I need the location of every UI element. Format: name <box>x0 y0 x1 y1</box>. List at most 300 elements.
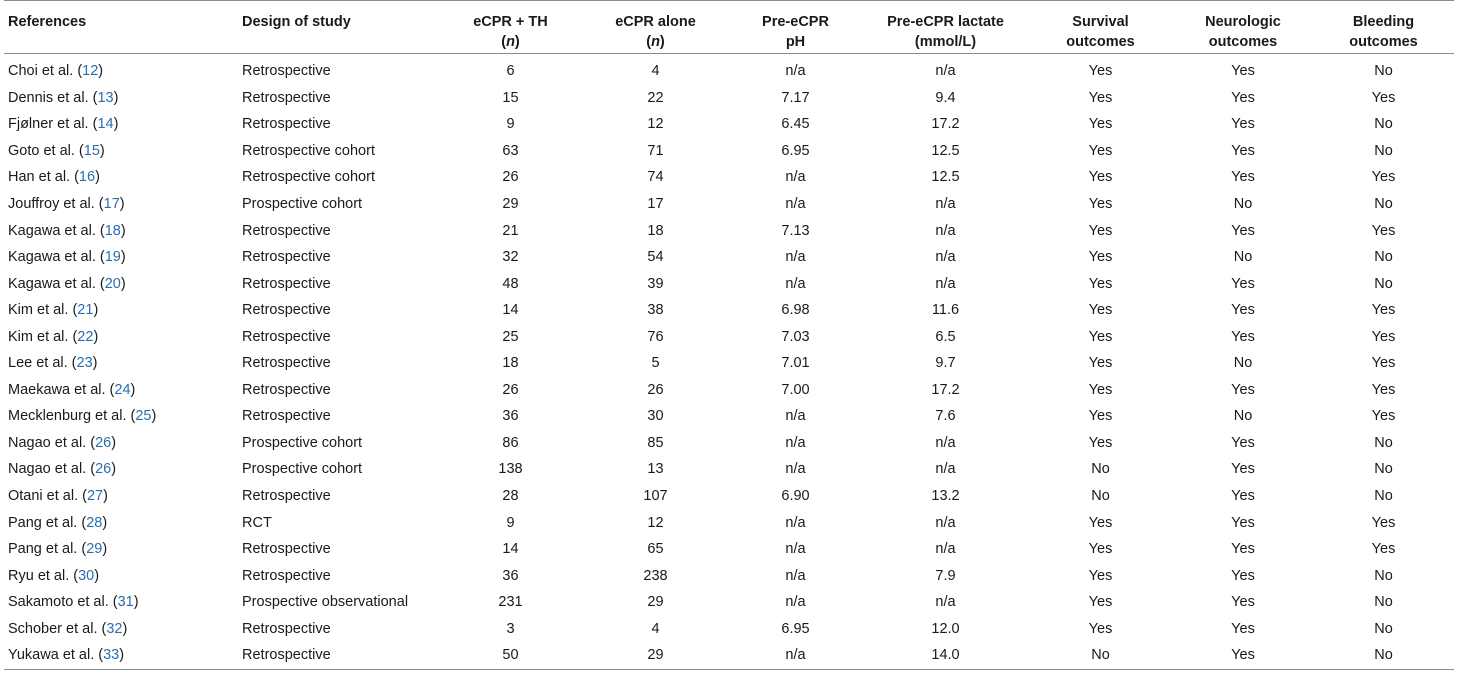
reference-author: Kagawa et al. ( <box>8 222 105 239</box>
survival-cell: Yes <box>1088 620 1113 637</box>
ph-cell: 6.95 <box>781 620 810 637</box>
reference-author: Kagawa et al. ( <box>8 275 105 292</box>
reference-author: Han et al. ( <box>8 169 79 186</box>
ecpr-th-cell: 138 <box>498 461 523 478</box>
ecpr-th-cell: 9 <box>506 514 515 531</box>
table-body <box>4 54 1454 670</box>
reference-close: ) <box>151 408 157 425</box>
neurologic-cell: Yes <box>1231 647 1255 664</box>
design-cell: Retrospective <box>242 408 331 425</box>
ecpr-th-cell: 26 <box>502 381 519 398</box>
survival-cell: Yes <box>1088 275 1113 292</box>
reference-author: Schober et al. ( <box>8 620 107 637</box>
ecpr-th-cell: 48 <box>502 275 519 292</box>
table-row <box>4 270 1454 297</box>
lactate-cell: 12.5 <box>931 169 960 186</box>
reference-cell <box>4 111 238 138</box>
survival-cell: Yes <box>1088 249 1113 266</box>
table-row <box>4 297 1454 324</box>
ecpr-th-cell: 50 <box>502 647 519 664</box>
neurologic-cell: No <box>1233 249 1253 266</box>
reference-link[interactable]: 23 <box>76 355 93 372</box>
design-cell: RCT <box>242 514 272 531</box>
ph-cell: n/a <box>785 461 806 478</box>
table-row <box>4 217 1454 244</box>
reference-close: ) <box>98 63 104 80</box>
survival-cell: Yes <box>1088 302 1113 319</box>
table-row <box>4 191 1454 218</box>
lactate-cell: 11.6 <box>931 302 960 319</box>
ecpr-alone-cell: 29 <box>647 647 664 664</box>
ecpr-alone-cell: 30 <box>647 408 664 425</box>
reference-close: ) <box>133 594 139 611</box>
reference-author: Jouffroy et al. ( <box>8 196 104 212</box>
neurologic-cell: Yes <box>1231 63 1255 80</box>
reference-cell <box>4 54 238 85</box>
ecpr-th-cell: 6 <box>506 63 515 80</box>
reference-author: Kim et al. ( <box>8 302 78 319</box>
survival-cell: Yes <box>1088 222 1113 239</box>
reference-close: ) <box>120 275 126 292</box>
neurologic-cell: Yes <box>1231 302 1255 319</box>
neurologic-cell: Yes <box>1231 275 1255 292</box>
ecpr-alone-cell: 22 <box>647 89 664 106</box>
table-row <box>4 323 1454 350</box>
ph-cell: 7.03 <box>781 328 810 345</box>
header-ecpr-th-n: n <box>506 34 515 50</box>
header-pre-ecpr-lactate: Pre-eCPR lactate (mmol/L) <box>887 14 1004 50</box>
reference-cell <box>4 138 238 165</box>
reference-link[interactable]: 15 <box>83 142 100 159</box>
bleeding-cell: Yes <box>1371 302 1396 319</box>
neurologic-cell: Yes <box>1231 461 1255 478</box>
reference-cell <box>4 403 238 430</box>
reference-author: Kim et al. ( <box>8 328 78 345</box>
ecpr-th-cell: 26 <box>502 169 519 186</box>
reference-link[interactable]: 22 <box>77 328 94 345</box>
reference-author: Mecklenburg et al. ( <box>8 408 136 425</box>
reference-link[interactable]: 28 <box>86 514 103 531</box>
design-cell: Retrospective <box>242 302 331 319</box>
design-cell: Retrospective <box>242 488 331 505</box>
reference-close: ) <box>130 381 136 398</box>
design-cell: Retrospective <box>242 222 331 239</box>
ph-cell: n/a <box>785 434 806 451</box>
reference-author: Fjølner et al. ( <box>8 116 98 133</box>
ecpr-alone-cell: 17 <box>647 196 664 212</box>
ph-cell: n/a <box>785 647 806 664</box>
reference-author: Lee et al. ( <box>8 355 77 372</box>
ecpr-alone-cell: 4 <box>651 63 660 80</box>
reference-cell <box>4 642 238 669</box>
neurologic-cell: Yes <box>1231 169 1255 186</box>
reference-link[interactable]: 31 <box>117 594 134 611</box>
lactate-cell: n/a <box>935 514 956 531</box>
reference-link[interactable]: 27 <box>86 488 104 505</box>
reference-cell <box>4 191 238 218</box>
ecpr-th-cell: 14 <box>502 541 519 558</box>
ecpr-alone-cell: 65 <box>647 541 664 558</box>
header-ecpr-alone: eCPR alone (n) <box>615 14 696 50</box>
neurologic-cell: No <box>1233 196 1253 212</box>
survival-cell: Yes <box>1088 567 1113 584</box>
reference-cell <box>4 430 238 457</box>
ph-cell: 7.00 <box>781 381 810 398</box>
reference-cell <box>4 509 238 536</box>
reference-author: Otani et al. ( <box>8 488 87 505</box>
reference-author: Pang et al. ( <box>8 514 87 531</box>
ph-cell: n/a <box>785 594 806 611</box>
reference-close: ) <box>95 169 100 186</box>
bleeding-cell: Yes <box>1371 381 1396 398</box>
ecpr-alone-cell: 38 <box>647 302 664 319</box>
table-row <box>4 483 1454 510</box>
survival-cell: Yes <box>1088 408 1113 425</box>
table-header <box>4 1 1454 54</box>
neurologic-cell: Yes <box>1231 89 1255 106</box>
survival-cell: Yes <box>1088 89 1113 106</box>
ph-cell: n/a <box>785 567 806 584</box>
reference-link[interactable]: 33 <box>103 647 120 664</box>
reference-cell <box>4 270 238 297</box>
bleeding-cell: No <box>1374 647 1393 664</box>
ecpr-alone-cell: 12 <box>647 116 664 133</box>
neurologic-cell: Yes <box>1231 222 1255 239</box>
table-row <box>4 377 1454 404</box>
ph-cell: n/a <box>785 408 806 425</box>
lactate-cell: 17.2 <box>931 381 960 398</box>
survival-cell: Yes <box>1088 514 1113 531</box>
reference-cell <box>4 562 238 589</box>
reference-cell <box>4 536 238 563</box>
bleeding-cell: Yes <box>1371 169 1396 186</box>
design-cell: Retrospective <box>242 381 331 398</box>
bleeding-cell: No <box>1374 196 1393 212</box>
lactate-cell: 9.7 <box>935 355 956 372</box>
survival-cell: Yes <box>1088 541 1113 558</box>
ecpr-alone-cell: 238 <box>643 567 668 584</box>
ph-cell: n/a <box>785 541 806 558</box>
design-cell: Retrospective <box>242 620 331 637</box>
bleeding-cell: Yes <box>1371 222 1396 239</box>
reference-link[interactable]: 26 <box>95 461 112 478</box>
ecpr-th-cell: 86 <box>502 434 519 451</box>
reference-close: ) <box>111 461 117 478</box>
ecpr-alone-cell: 18 <box>647 222 664 239</box>
survival-cell: Yes <box>1088 196 1113 212</box>
header-survival: Survival outcomes <box>1066 14 1135 50</box>
bleeding-cell: No <box>1374 116 1393 133</box>
lactate-cell: 7.6 <box>935 408 956 425</box>
design-cell: Retrospective <box>242 116 331 133</box>
neurologic-cell: Yes <box>1231 116 1255 133</box>
reference-cell <box>4 164 238 191</box>
reference-close: ) <box>119 647 125 664</box>
ecpr-alone-cell: 54 <box>647 249 664 266</box>
ph-cell: 6.45 <box>781 116 810 133</box>
ecpr-th-cell: 36 <box>502 408 519 425</box>
bleeding-cell: No <box>1374 620 1393 637</box>
lactate-cell: n/a <box>935 63 956 80</box>
design-cell: Retrospective <box>242 567 331 584</box>
reference-author: Kagawa et al. ( <box>8 249 105 266</box>
ecpr-th-cell: 21 <box>502 222 519 239</box>
reference-link[interactable]: 16 <box>78 169 96 186</box>
table-row <box>4 536 1454 563</box>
reference-close: ) <box>94 567 100 584</box>
table-row <box>4 85 1454 112</box>
ecpr-alone-cell: 26 <box>647 381 664 398</box>
design-cell: Retrospective <box>242 249 331 266</box>
bleeding-cell: No <box>1374 142 1393 159</box>
header-neurologic: Neurologic outcomes <box>1205 14 1281 50</box>
lactate-cell: n/a <box>935 196 956 212</box>
ecpr-th-cell: 14 <box>502 302 519 319</box>
table-row <box>4 350 1454 377</box>
reference-author: Pang et al. ( <box>8 541 87 558</box>
ecpr-th-cell: 231 <box>498 594 523 611</box>
lactate-cell: 13.2 <box>931 488 960 505</box>
reference-close: ) <box>111 434 117 451</box>
design-cell: Prospective cohort <box>242 461 363 478</box>
ecpr-th-cell: 36 <box>502 567 519 584</box>
reference-link[interactable]: 18 <box>104 222 121 239</box>
reference-cell <box>4 323 238 350</box>
bleeding-cell: No <box>1374 488 1393 505</box>
ecpr-alone-cell: 12 <box>647 514 664 531</box>
ph-cell: 6.95 <box>781 142 810 159</box>
reference-cell <box>4 85 238 112</box>
bleeding-cell: No <box>1374 594 1393 611</box>
survival-cell: Yes <box>1088 116 1113 133</box>
ph-cell: n/a <box>785 249 806 266</box>
neurologic-cell: Yes <box>1231 488 1255 505</box>
survival-cell: No <box>1091 461 1110 478</box>
neurologic-cell: No <box>1233 355 1253 372</box>
reference-cell <box>4 350 238 377</box>
reference-close: ) <box>102 514 108 531</box>
reference-close: ) <box>119 196 125 212</box>
design-cell: Retrospective <box>242 328 331 345</box>
design-cell: Retrospective <box>242 355 331 372</box>
survival-cell: Yes <box>1088 381 1113 398</box>
survival-cell: Yes <box>1088 142 1113 159</box>
reference-link[interactable]: 21 <box>77 302 94 319</box>
reference-author: Nagao et al. ( <box>8 434 96 451</box>
ph-cell: n/a <box>785 196 806 212</box>
reference-link[interactable]: 32 <box>106 620 123 637</box>
reference-author: Nagao et al. ( <box>8 461 96 478</box>
design-cell: Prospective cohort <box>242 196 363 212</box>
ph-cell: 7.01 <box>781 355 810 372</box>
reference-close: ) <box>113 116 119 133</box>
reference-link[interactable]: 26 <box>95 434 112 451</box>
ph-cell: 6.98 <box>781 302 810 319</box>
reference-link[interactable]: 14 <box>97 116 114 133</box>
design-cell: Prospective observational <box>242 594 409 611</box>
ecpr-alone-cell: 85 <box>647 434 664 451</box>
bleeding-cell: Yes <box>1371 328 1396 345</box>
table-row <box>4 138 1454 165</box>
reference-link[interactable]: 20 <box>104 275 121 292</box>
bleeding-cell: Yes <box>1371 541 1396 558</box>
ph-cell: 7.13 <box>781 222 810 239</box>
reference-cell <box>4 244 238 271</box>
reference-close: ) <box>93 328 99 345</box>
lactate-cell: 14.0 <box>931 647 960 664</box>
reference-close: ) <box>102 541 108 558</box>
lactate-cell: 6.5 <box>935 328 956 345</box>
header-row <box>4 1 1454 54</box>
ph-cell: 6.90 <box>781 488 810 505</box>
ph-cell: n/a <box>785 514 806 531</box>
survival-cell: Yes <box>1088 328 1113 345</box>
header-references: References <box>8 14 87 30</box>
design-cell: Retrospective <box>242 275 331 292</box>
lactate-cell: n/a <box>935 541 956 558</box>
bleeding-cell: Yes <box>1371 514 1396 531</box>
neurologic-cell: No <box>1233 408 1253 425</box>
ecpr-alone-cell: 13 <box>647 461 664 478</box>
header-bleeding: Bleeding outcomes <box>1349 14 1418 50</box>
ecpr-alone-cell: 5 <box>651 355 660 372</box>
design-cell: Prospective cohort <box>242 434 363 451</box>
reference-close: ) <box>92 355 98 372</box>
reference-cell <box>4 377 238 404</box>
reference-close: ) <box>99 142 105 159</box>
table-row <box>4 430 1454 457</box>
lactate-cell: 17.2 <box>931 116 960 133</box>
bleeding-cell: No <box>1374 249 1393 266</box>
lactate-cell: n/a <box>935 275 956 292</box>
bleeding-cell: No <box>1374 434 1393 451</box>
table-row <box>4 244 1454 271</box>
ecpr-alone-cell: 71 <box>647 142 664 159</box>
survival-cell: Yes <box>1088 434 1113 451</box>
reference-author: Dennis et al. ( <box>8 89 98 106</box>
reference-link[interactable]: 30 <box>78 567 95 584</box>
lactate-cell: 7.9 <box>935 567 956 584</box>
survival-cell: No <box>1091 488 1110 505</box>
ph-cell: n/a <box>785 275 806 292</box>
ecpr-th-cell: 63 <box>502 142 519 159</box>
reference-cell <box>4 589 238 616</box>
bleeding-cell: Yes <box>1371 408 1396 425</box>
design-cell: Retrospective cohort <box>242 142 375 159</box>
lactate-cell: n/a <box>935 222 956 239</box>
neurologic-cell: Yes <box>1231 541 1255 558</box>
header-pre-ecpr-ph: Pre-eCPR pH <box>762 14 829 50</box>
reference-close: ) <box>93 302 99 319</box>
design-cell: Retrospective cohort <box>242 169 375 186</box>
lactate-cell: 12.5 <box>931 142 960 159</box>
reference-link[interactable]: 17 <box>103 196 120 212</box>
bleeding-cell: Yes <box>1371 89 1396 106</box>
ecpr-alone-cell: 29 <box>647 594 664 611</box>
studies-table <box>4 0 1454 670</box>
reference-author: Yukawa et al. ( <box>8 647 104 664</box>
neurologic-cell: Yes <box>1231 142 1255 159</box>
lactate-cell: 12.0 <box>931 620 960 637</box>
reference-cell <box>4 483 238 510</box>
ecpr-th-cell: 18 <box>502 355 519 372</box>
neurologic-cell: Yes <box>1231 328 1255 345</box>
survival-cell: No <box>1091 647 1110 664</box>
survival-cell: Yes <box>1088 169 1113 186</box>
ecpr-alone-cell: 74 <box>647 169 664 186</box>
design-cell: Retrospective <box>242 63 331 80</box>
neurologic-cell: Yes <box>1231 514 1255 531</box>
ecpr-th-cell: 28 <box>502 488 519 505</box>
bleeding-cell: Yes <box>1371 355 1396 372</box>
ph-cell: n/a <box>785 63 806 80</box>
reference-link[interactable]: 24 <box>114 381 131 398</box>
reference-cell <box>4 615 238 642</box>
ecpr-th-cell: 25 <box>502 328 519 345</box>
table-row <box>4 562 1454 589</box>
table-row <box>4 642 1454 669</box>
ecpr-th-cell: 9 <box>506 116 515 133</box>
header-ecpr-th: eCPR + TH (n) <box>473 14 548 50</box>
design-cell: Retrospective <box>242 647 331 664</box>
reference-close: ) <box>103 488 108 505</box>
reference-author: Goto et al. ( <box>8 142 84 159</box>
reference-author: Sakamoto et al. ( <box>8 594 118 611</box>
header-design: Design of study <box>242 14 351 30</box>
ecpr-th-cell: 29 <box>502 196 519 212</box>
ecpr-alone-cell: 107 <box>643 488 668 505</box>
lactate-cell: n/a <box>935 249 956 266</box>
reference-link[interactable]: 19 <box>104 249 121 266</box>
lactate-cell: n/a <box>935 461 956 478</box>
table-row <box>4 111 1454 138</box>
table-row <box>4 509 1454 536</box>
ph-cell: n/a <box>785 169 806 186</box>
lactate-cell: 9.4 <box>935 89 956 106</box>
design-cell: Retrospective <box>242 541 331 558</box>
ecpr-th-cell: 15 <box>502 89 519 106</box>
ecpr-alone-cell: 76 <box>647 328 664 345</box>
reference-link[interactable]: 25 <box>135 408 152 425</box>
neurologic-cell: Yes <box>1231 594 1255 611</box>
ecpr-alone-cell: 39 <box>647 275 664 292</box>
reference-cell <box>4 297 238 324</box>
neurologic-cell: Yes <box>1231 620 1255 637</box>
survival-cell: Yes <box>1088 355 1113 372</box>
design-cell: Retrospective <box>242 89 331 106</box>
ecpr-alone-cell: 4 <box>651 620 660 637</box>
reference-author: Ryu et al. ( <box>8 567 79 584</box>
reference-author: Choi et al. ( <box>8 63 83 80</box>
reference-close: ) <box>113 89 119 106</box>
table-row <box>4 403 1454 430</box>
reference-close: ) <box>120 249 126 266</box>
lactate-cell: n/a <box>935 594 956 611</box>
neurologic-cell: Yes <box>1231 567 1255 584</box>
reference-close: ) <box>122 620 128 637</box>
reference-link[interactable]: 13 <box>97 89 114 106</box>
lactate-cell: n/a <box>935 434 956 451</box>
bleeding-cell: No <box>1374 567 1393 584</box>
bleeding-cell: No <box>1374 461 1393 478</box>
reference-author: Maekawa et al. ( <box>8 381 115 398</box>
table-row <box>4 54 1454 85</box>
neurologic-cell: Yes <box>1231 434 1255 451</box>
table-row <box>4 589 1454 616</box>
reference-link[interactable]: 12 <box>82 63 99 80</box>
reference-link[interactable]: 29 <box>86 541 103 558</box>
survival-cell: Yes <box>1088 63 1113 80</box>
